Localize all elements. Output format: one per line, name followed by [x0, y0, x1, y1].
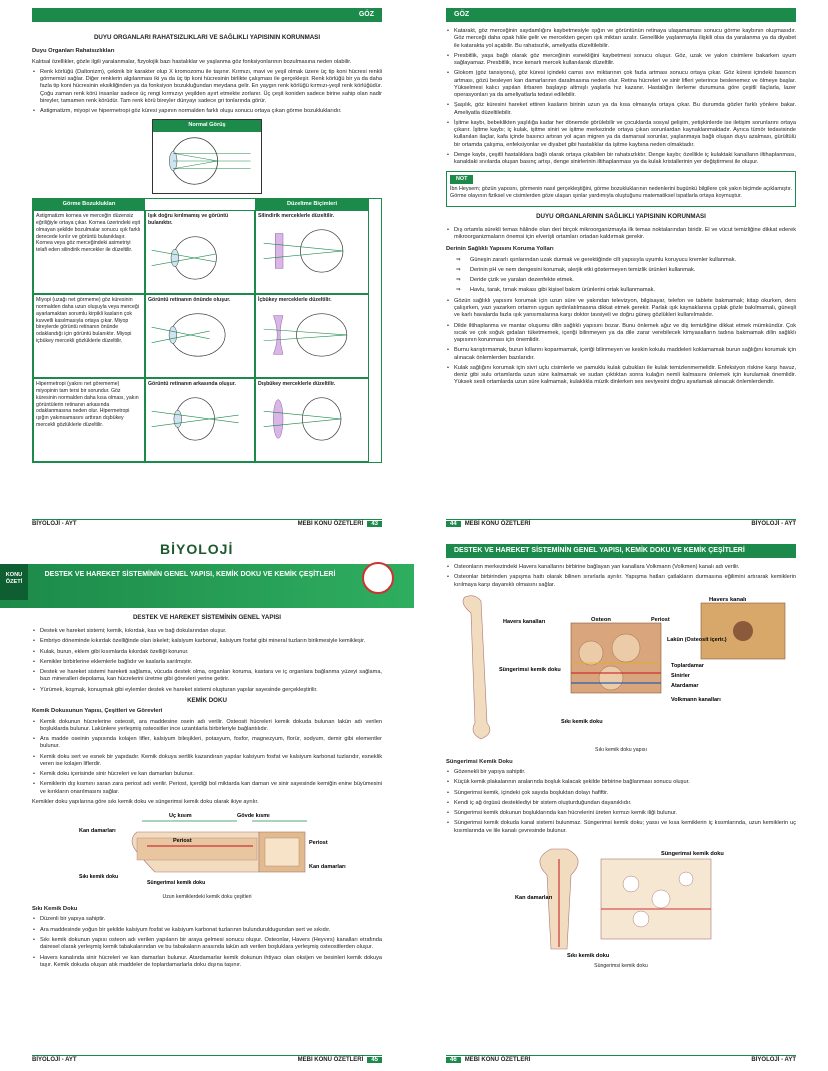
eye-diagram	[148, 304, 252, 362]
list-item: • Kendi iç ağ örgüsü desteklediyi bir sistem oluşturduğundan dayanıklıdır.	[446, 800, 796, 807]
eye-diagram	[148, 388, 252, 446]
subsection-title: Süngerimsi Kemik Doku	[446, 758, 513, 765]
svg-text:Sıkı kemik doku: Sıkı kemik doku	[567, 952, 610, 959]
svg-text:Uç kısım: Uç kısım	[169, 813, 192, 820]
svg-text:Lakün (Osteosit içerir.): Lakün (Osteosit içerir.)	[667, 636, 727, 643]
table-cell: İçbükey merceklerle düzeltilir.	[255, 294, 369, 378]
list-item: • İşitme kaybı, bebeklikten yaşlılığa kadar her dönemde görülebilir ve çocuklarda sosyal gelişim, yetişkinlerde ise iletişim sorunlarını ortaya çıkarır. İşitme kaybı; iç kulak, işitme siniri ve işitme merkezinde ortaya çıkan sorunlardan kaynaklanmaktadır. Ayrıca tümör tedavisinde kullanılan ilaçlar, kafa içinde basıncı artıran yol açan migren ya da damarsal sorunlar, yaşlanmaya bağlı oluşan duyu azalması, gürültülü bir ortamda çalışma, enfeksiyonlar ve diyabet gibi hastalıklar da işitme kaybına neden olmaktadır.	[446, 120, 796, 149]
list-item: • Dilde iltihaplanma ve mantar oluşumu dilin sağlıklı yapısını bozar. Bunu önlemek ağız ve diş temizliğine dikkat etmek mümkündür. Çok sıcak ve çok soğuk gıdaları tüketmemek, içeriği bilinmeyen ya da dile zarar verebilecek kimyasalların tadına bakmamak dilin sağlıklı yapısının korunması için önemlidir.	[446, 323, 796, 345]
svg-text:Periost: Periost	[173, 838, 192, 845]
table-cell: Dışbükey merceklerle düzeltilir.	[255, 378, 369, 462]
list-item: • Küçük kemik plakalarının aralarında boşluk kalacak şekilde birbirine bağlanması sonucu oluşur.	[446, 779, 796, 786]
list-item: • Dış ortamla sürekli temas hâlinde olan deri birçok mikroorganizmayla ilk temas noktalarından biridir. El ve vücut temizliğine dikkat ederek mikroorganizmaların önemsi için elverişli ortamları ortadan kaldırmak gerekir.	[446, 227, 796, 242]
list-item: • Burnu karıştırmamak, burun kıllarını koparmamak, içeriği bilinmeyen ve keskin kokulu maddeleri koklamamak burun sağlığını korumak için alınacak önlemlerden bazılarıdır.	[446, 347, 796, 362]
page-43	[0, 0, 414, 535]
svg-text:Süngerimsi kemik doku: Süngerimsi kemik doku	[661, 850, 724, 857]
svg-text:Kan damarları: Kan damarları	[79, 828, 116, 835]
svg-text:Kan damarları: Kan damarları	[309, 864, 346, 871]
list-item: • Destek ve hareket sistemi; kemik, kıkırdak, kas ve bağ dokularından oluşur.	[32, 628, 382, 635]
list-item: ⇒ Deride çizik ve yaraları dezenfekte etmek.	[446, 277, 796, 284]
list-item: • Kulak sağlığını korumak için sivri uçlu cisimlerle ve pamuklu kulak çubukları ile kulak temizlenmemelidir. Enfeksiyon riskine karşı havuz, deniz gibi sulu ortamlarda uzun süre kalmamak ve sudan çıktıktan sonra kulağın nemli kalmasını önlemek için kurulamak önemlidir. Yüksek sesli ortamlarda uzun süre kalmamak, kulaklıkla müzik dinlerken ses seviyesini doğru ayarlamak alınacak önlemlerdendir.	[446, 365, 796, 387]
vision-defects-table	[32, 198, 382, 463]
svg-text:Sıkı kemik doku: Sıkı kemik doku	[79, 874, 119, 881]
list-item: • Ara maddesinde yoğun bir şekilde kalsiyum fosfat ve kalsiyum karbonat tuzlarının bulunduruldugundan sert ve sıkıdır.	[32, 927, 382, 934]
banner-title: DESTEK VE HAREKET SİSTEMİNİN GENEL YAPISI, KEMİK DOKU VE KEMİK ÇEŞİTLERİ	[44, 571, 336, 578]
list-item: • Kemik dokunun hücrelerine osteosit, ara maddesine osein adı verilir. Osteosit hücreleri kemik dokuda bulunan lakün adı verilen boşluklarda bulunur. Lakünlere yerleşmiş osteositler ince uzantılarla birbirleriyle bağlantılıdır.	[32, 719, 382, 734]
eye-diagram	[258, 220, 366, 278]
table-cell: Astigmatizm kornea ve merceğin düzensiz eğriliğiyle ortaya çıkar. Kornea üzerindeki eşit olmayan şekilde bozulmalar sonucu ışık farklı derecede kırılır ve görüntü bulanıklaşır. Kornea veya göz merceğindeki asimetriyi telafi eden silindirik mercekler ile düzeltilir.	[33, 210, 145, 294]
list-item: • Sıkı kemik dokunun yapısı osteon adı verilen yapıların bir araya gelmesi sonucu oluşur. Osteonlar, Havers (Heyvırs) kanalları etrafında dairesel olarak yerleşmiş kemik tabakalarından ve bu tabakaların arasında lakün adı verilen boşluklara yerleşmiş osteositlerden oluşur.	[32, 937, 382, 952]
subsection-title: Kemik Dokusunun Yapısı, Çeşitleri ve Görevleri	[32, 707, 163, 714]
figure-caption: Süngerimsi kemik doku	[594, 962, 648, 969]
page-header: GÖZ	[446, 8, 796, 22]
section-title: KEMİK DOKU	[187, 696, 227, 704]
list-item: ⇒ Havlu, tarak, tırnak makası gibi kişisel bakım ürünlerini ortak kullanmamak.	[446, 287, 796, 294]
list-item: • Denge kaybı, çeşitli hastalıklara bağlı olarak ortaya çıkabilen bir rahatsızlıktır. Denge kaybı; özellikle iç kulaktaki kanalların iltihaplanması, kanaldaki sıvılarda oluşan basınç artışı, denge sinirlerinin iltihaplanması ya da kulak kristallerinin yer değiştirmesi ile oluşur.	[446, 152, 796, 167]
page-footer: 46 MEBİ KONU ÖZETLERİ BİYOLOJİ - AYT	[446, 1055, 796, 1065]
long-bone-figure	[77, 810, 346, 890]
list-item: • Şaşılık, göz küresini hareket ettiren kasların birinin uzun ya da kısa olmasıyla ortaya çıkar. Bu durumda gözler farklı yönlere bakar. Ameliyatla düzeltilebilir.	[446, 102, 796, 117]
list-item: • Katarakt, göz merceğinin saydamlığını kaybetmesiyle ışığın ve görüntünün retinaya ulaşamaması sonucu görme kaybının oluşmasıdır. Göz merceği daha opak hâle gelir ve mercekten geçen ışık miktarı azalır. Genellikle yaşlanmayla ilişkili olsa da yaralanma ya da diyabet ile katarakta yol açabilir. Bu rahatsızlık, ameliyatla düzeltilebilir.	[446, 28, 796, 50]
svg-text:Havers kanalları: Havers kanalları	[503, 618, 546, 625]
svg-text:Havers kanalı: Havers kanalı	[709, 596, 747, 603]
list-item: • Destek ve hareket sistemi hareketi sağlama, vücuda destek olma, organları koruma, kastara ve iç organlara bağlanma yüzeyi sağlama, bazı mineralleri depolama, kan hücrelerini üretme gibi görevleri yerine getirir.	[32, 669, 382, 684]
table-cell: Miyopi (uzağı net görmeme) göz küresinin normalden daha uzun oluşuyla veya merceği ayarlamaktan sorumlu kirpikli kasların çok kuvvetli kasılmasıyla ortaya çıkar. Miyop bireylerde görüntü retinanın önünde odaklandığı için görüntü bulanıktır. Miyopi içbükey mercekli gözlüklerle düzeltilir.	[33, 294, 145, 378]
list-item: • Renk körlüğü (Daltonizm), çekinik bir karakter olup X kromozomu ile taşınır. Kırmızı, mavi ve yeşil olmak üzere üç tip koni hücresi renkli görmemizi sağlar. Diğer renklerin algılanması iki ya da üç tip koni hücresinin birlikte çalışması ile gerçekleşir. Renk körlüğü bir ya da daha fazla tip koni hücresinin eksikliğinden ya da fonksiyon bozukluğundan meydana gelir. En yaygın renk körlüğü kırmızı-yeşil renk körlüğüdür. Çoğu zaman renk körü insanlar sadece üç rengi kırmızıyı yeşilden ayırt etmekte zorlanır. Üç çeşit koniden sadece birine sahip olan nadir bireyler, tamamen renk körüdür. Tam renk körü bireyler dünyayı sadece gri tonlarında görür.	[32, 69, 382, 105]
list-item: ⇒ Derinin pH ve nem dengesini korumak, alerjik etki göstermeyen temizlik ürünleri kullanmak.	[446, 267, 796, 274]
list-item: • Embriyo döneminde kıkırdak özelliğinde olan iskelet; kalsiyum karbonat, kalsiyum fosfat gibi mineral tuzların birikmesiyle kemikleşir.	[32, 638, 382, 645]
table-cell: Işık doğru kırılmamış ve görüntü bulanıktır.	[145, 210, 255, 294]
section-title: DUYU ORGANLARININ SAĞLIKLI YAPISININ KORUNMASI	[536, 212, 706, 220]
table-cell: Görüntü retinanın arkasında oluşur.	[145, 378, 255, 462]
list-item: ⇒ Güneşin zararlı ışınlarından uzak durmak ve gerektiğinde cilt yapısıyla uyumlu koruyucu kremler kullanmak.	[446, 257, 796, 264]
svg-text:Sinirler: Sinirler	[671, 672, 690, 679]
list-item: • Düzenli bir yapıya sahiptir.	[32, 916, 382, 923]
page-number: 46	[446, 1057, 461, 1063]
svg-text:Osteon: Osteon	[591, 616, 611, 623]
list-item: • Süngerimsi kemik dokuda kanal sistemi bulunmaz. Süngerimsi kemik doku; yassı ve kısa kemiklerin iç kısımlarında, uzun kemiklerin uç kısımlarında ve lile kanalı çevresinde bulunur.	[446, 820, 796, 835]
note-badge: NOT	[450, 175, 473, 184]
list-item: • Yürümek, koşmak, konuşmak gibi eylemler destek ve hareket sistemi oluşturan yapılar sayesinde gerçekleştirilir.	[32, 687, 382, 694]
table-header: Görme Bozuklukları	[33, 199, 145, 210]
page-footer: 44 MEBİ KONU ÖZETLERİ BİYOLOJİ - AYT	[446, 519, 796, 529]
list-item: • Ara madde oseinin yapısında kolajen lifler, kalsiyum bileşikleri, potasyum, fosfor, magnezyum, florür, sodyum, demir gibi elementler bulunur.	[32, 736, 382, 751]
section-title: DESTEK VE HAREKET SİSTEMİNİN GENEL YAPISI	[132, 614, 282, 621]
eye-diagram	[258, 388, 366, 446]
svg-text:Atardamar: Atardamar	[671, 682, 699, 689]
table-cell: Hipermetropi (yakını net görememe) miyopinin tam tersi bir sorundur. Göz küresinin normalden daha kısa olması, yakın görüntülerin retinanın arkasında odaklanmasına neden olur. Hipermetropi ışığın yakınsamasını arttıran dışbükey mercekli gözlüklerle düzeltilir.	[33, 378, 145, 462]
figure-caption: Sıkı kemik doku yapısı	[595, 746, 647, 753]
list-item: • Glokom (göz tansiyonu), göz küresi içindeki camsı sıvı miktarının çok fazla artması sonucu ortaya çıkar. Göz küresi içindeki basıncın artması, gözü besleyen kan damarlarının daralmasına neden olur. Retina hücreleri ve sinir lifleri yeterince beslenemez ve ölmeye başlar. Yükselmesi kalıcı yapılan ilrbaren başlayıp altmışlı yaşlarla hız kazanır. Hastalığın ilerleme durumuna göre çeşitli ilaçlarla, lazer operasyonları ya da ameliyatlarla tedavi edilebilir.	[446, 70, 796, 99]
note-box: NOT İbn Heysem; gözün yapısını, görmenin nasıl gerçekleştiğini, görme bozukluklarının nedenlerini bugünkü bilgilere çok yakın biçimde açıklamıştır. Görme olayının fiziksel ve cisimlerden göze ulaşan ışınlar yardımıyla oluştuğunu matematiksel ispatlarla ortaya koymuştur.	[446, 171, 796, 207]
list-item: • Gözenekli bir yapıya sahiptir.	[446, 769, 796, 776]
page-footer: BİYOLOJİ - AYT MEBİ KONU ÖZETLERİ 45	[32, 1055, 382, 1065]
subsection-title: Sıkı Kemik Doku	[32, 905, 78, 912]
list-item: • Süngerimsi kemik, içindeki çok sayıda boşluktan dolayı hafiftir.	[446, 790, 796, 797]
page-number: 45	[367, 1057, 382, 1063]
list-item: • Gözün sağlıklı yapısını korumak için uzun süre ve yakından televizyon, bilgisayar, telefon ve tablete bakmamak; kitap okurken, ders çalışırken, yazı yazarken ortamın uygun aydınlatılmasına dikkat etmek gerekir. Parlak ışık kaynaklarına çıplak gözle bakılmamalı, güneşli ve karlı havalarda fazla ışık yansımalarına karşı doktor tavsiyeli ve doğru güneş gözlükleri kullanılmalıdır.	[446, 298, 796, 320]
eye-diagram	[148, 227, 252, 285]
brand-title: BİYOLOJİ	[160, 541, 234, 557]
list-item: • Süngerimsi kemik dokunun boşluklarında kan hücrelerini üreten kırmızı kemik iliği bulunur.	[446, 810, 796, 817]
list-item: • Osteonlar birbirinden yapışma hattı olarak bilinen sınırlarla ayrılır. Yapışma hatları çatlakların durmasına eğilimini artırarak kemiklerin kırılmaya karşı dayanıklı olmasını sağlar.	[446, 574, 796, 589]
list-item: • Kemik doku içerisinde sinir hücreleri ve kan damarları bulunur.	[32, 771, 382, 778]
paragraph: Kemikler doku yapılarına göre sıkı kemik doku ve süngerimsi kemik doku olarak ikiye ayrılır.	[32, 798, 259, 805]
page-44	[414, 0, 828, 535]
list-item: • Havers kanalında sinir hücreleri ve kan damarları bulunur. Atardamarlar kemik dokunun ihtiyacı olan oksijen ve besinleri kemik dokuya taşır. Kemik dokuda oluşan atık maddeler de toplardamarlarla doku dışına taşınır.	[32, 955, 382, 970]
paragraph: Kalıtsal özellikler, gözle ilgili yaralanmalar, fizyolojik bazı hastalıklar ve yaşlanma göz fonksiyonlarının bozulmasına neden olabilir.	[32, 58, 352, 65]
normal-vision-figure	[152, 119, 262, 194]
svg-text:Periost: Periost	[651, 616, 670, 623]
list-item: • Kemiklerin dış kısmını saran zara periost adı verilir. Periost, içerdiği bol miktarda kan damarı ve sinir sayesinde kemiğin enine büyümesini ve kırıkların onarılmasını sağlar.	[32, 781, 382, 796]
svg-text:Sıkı kemik doku: Sıkı kemik doku	[561, 718, 603, 725]
table-header: Düzeltme Biçimleri	[255, 199, 369, 210]
list-item: • Kemik doku sert ve esnek bir yapıdadır. Kemik dokuya sertlik kazandıran yapılar kalsiyum fosfat ve kalsiyum karbonat tuzlarıdır, esneklik veren ise kolajen liflerdir.	[32, 754, 382, 769]
svg-text:Kan damarları: Kan damarları	[515, 894, 553, 901]
subsection-title: Duyu Organları Rahatsızlıkları	[32, 48, 115, 55]
figure-title: Normal Görüş	[153, 120, 261, 131]
list-item: • Presbitlik, yaşa bağlı olarak göz merceğinin esnekliğini kaybetmesi sonucu oluşur. Göz, uzak ve yakın cisimlere bakarken uyum sağlayamaz. Presbitlik, ince kenarlı mercek kullanılarak düzeltilir.	[446, 53, 796, 68]
table-cell: Silindirik merceklerle düzeltilir.	[255, 210, 369, 294]
svg-text:Periost: Periost	[309, 840, 328, 847]
list-item: • Osteonların merkezindeki Havers kanallarını birbirine bağlayan yan kanallara Volkmann (Volkmen) kanalı adı verilir.	[446, 564, 796, 571]
eye-diagram	[258, 304, 366, 362]
svg-text:Toplardamar: Toplardamar	[671, 662, 704, 669]
page-footer: BİYOLOJİ - AYT MEBİ KONU ÖZETLERİ 43	[32, 519, 382, 529]
list-item: • Kulak, burun, eklem gibi kısımlarda kıkırdak özelliği korunur.	[32, 649, 382, 656]
disorder-list	[446, 28, 796, 167]
svg-text:Süngerimsi kemik doku: Süngerimsi kemik doku	[499, 666, 561, 673]
figure-caption: Uzun kemiklerdeki kemik doku çeşitleri	[162, 894, 252, 901]
page-header: GÖZ	[32, 8, 382, 22]
eye-diagram	[153, 132, 261, 190]
page-header: DESTEK VE HAREKET SİSTEMİNİN GENEL YAPISI, KEMİK DOKU VE KEMİK ÇEŞİTLERİ	[446, 544, 796, 558]
ministry-logo	[362, 562, 394, 594]
list-item: • Astigmatizm, miyopi ve hipermetropi göz küresi yapının normalden farklı oluşu sonucu ortaya çıkan görme bozukluklarıdır.	[32, 108, 382, 115]
page-number: 44	[446, 521, 461, 527]
svg-text:Gövde kısmı: Gövde kısmı	[237, 813, 270, 820]
compact-bone-figure	[451, 593, 791, 743]
page-46	[414, 536, 828, 1071]
page-number: 43	[367, 521, 382, 527]
list-item: • Kemikler birbirlerine eklemlerle bağlıdır ve kaslarla sarılmıştır.	[32, 659, 382, 666]
table-cell: Görüntü retinanın önünde oluşur.	[145, 294, 255, 378]
subsection-title: Derinin Sağlıklı Yapısını Koruma Yolları	[446, 246, 554, 253]
page-45	[0, 536, 414, 1071]
svg-text:Süngerimsi kemik doku: Süngerimsi kemik doku	[147, 880, 206, 887]
section-title: DUYU ORGANLARI RAHATSIZLIKLARI VE SAĞLIKLI YAPISININ KORUNMASI	[93, 34, 321, 41]
spongy-bone-figure	[471, 839, 771, 959]
topic-badge: KONU ÖZETİ	[0, 564, 28, 600]
svg-text:Volkmann kanalları: Volkmann kanalları	[671, 696, 721, 703]
